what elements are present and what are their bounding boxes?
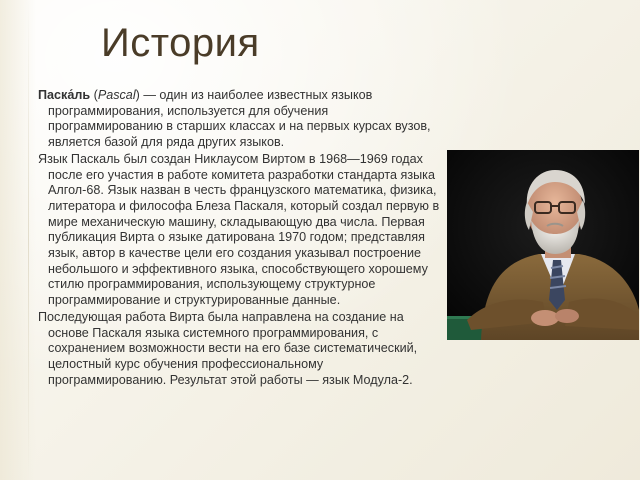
decorative-left-band bbox=[0, 0, 36, 480]
slide-title: История bbox=[101, 21, 260, 65]
latin-close: ) bbox=[135, 88, 140, 102]
latin-name: Pascal bbox=[97, 88, 136, 102]
paragraph-history: Язык Паскаль был создан Никлаусом Виртом в 1968—1969 годах после его участия в работе комитета разработки стандарта языка Алгол-68. Язык назван в честь французского математика, физика, литератора и философа Блеза Паскаля, который создал первую в мире механическую машину, складывающую два числа. Первая публикация Вирта о языке датирована 1970 годом; представляя язык, автор в качестве цели его создания указывал построение небольшого и эффективного языка, способствующего хорошему стилю программирования, использующему структурное программирование и структурированные данные. bbox=[38, 151, 440, 308]
paragraph-intro bbox=[38, 88, 442, 151]
portrait-photo bbox=[447, 150, 639, 340]
decorative-rule bbox=[28, 0, 29, 480]
latin-open: ( bbox=[90, 88, 98, 102]
slide-body bbox=[38, 88, 442, 389]
paragraph-modula: Последующая работа Вирта была направлена на создание на основе Паскаля языка системного программирования, с сохранением возможности вести на его базе систематический, целостный курс обучения профессиональному программированию. Результат этой работы — язык Модула-2. bbox=[38, 309, 418, 387]
portrait-illustration bbox=[447, 150, 639, 340]
term-pascal: Паска́ль bbox=[38, 88, 91, 102]
intro-text: — один из наиболее известных языков программирования, используется для обучения программированию в старших классах и на первых курсах вузов, является базой для ряда других языков. bbox=[48, 88, 431, 150]
